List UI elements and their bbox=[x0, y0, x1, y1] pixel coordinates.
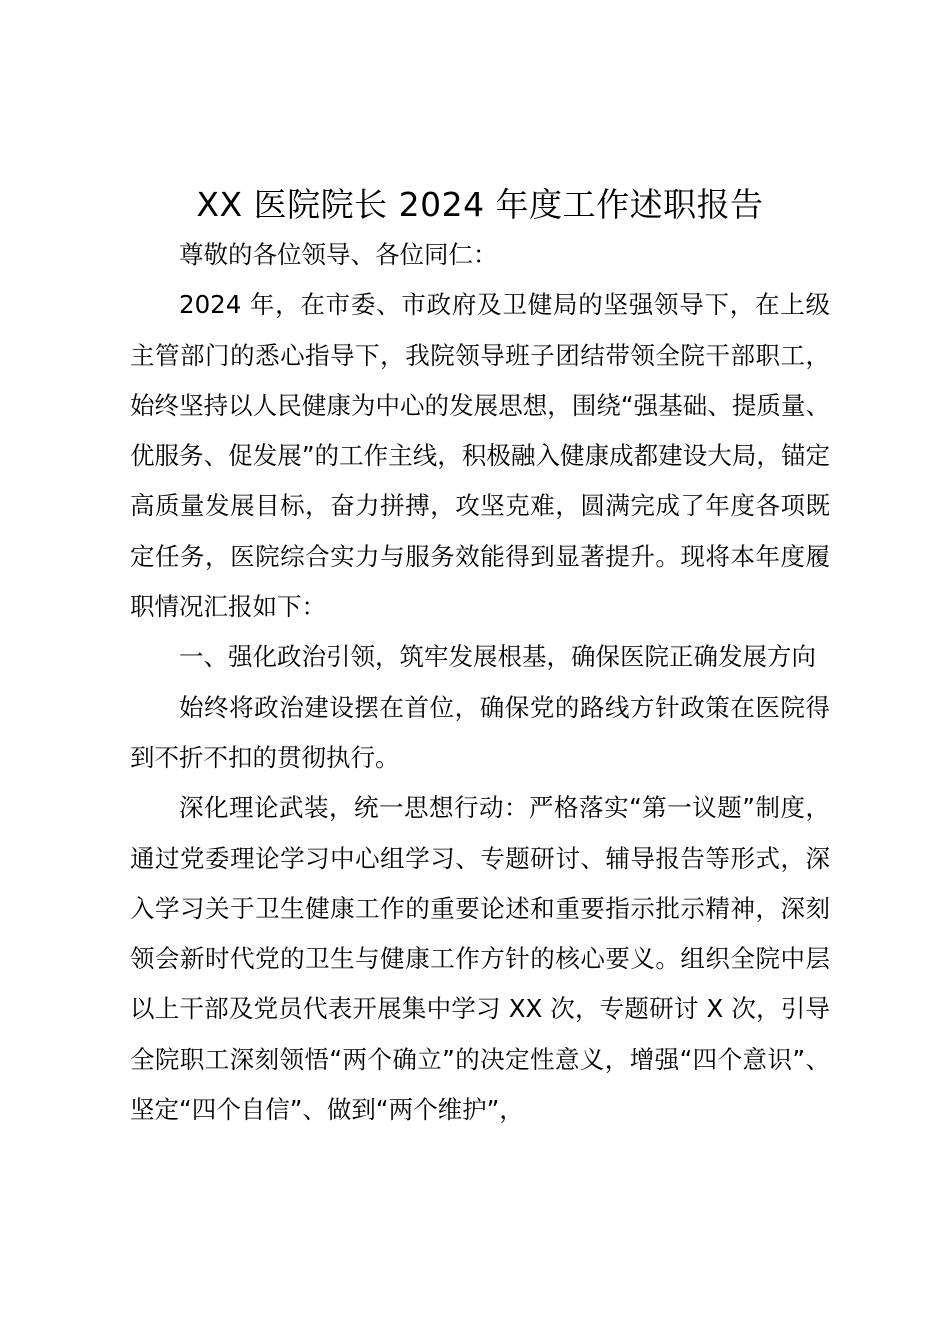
paragraph-political: 始终将政治建设摆在首位，确保党的路线方针政策在医院得到不折不扣的贯彻执行。 bbox=[130, 692, 830, 772]
paragraph-theory: 深化理论武装，统一思想行动：严格落实“第一议题”制度，通过党委理论学习中心组学习、专题研讨、辅导报告等形式，深入学习关于卫生健康工作的重要论述和重要指示批示精神，深刻领会新时代党的卫生与健康工作方针的核心要义。组织全院中层以上干部及党员代表开展集中学习 XX 次，专题研讨 X 次，引导全院职工深刻领悟“两个确立”的决定性意义，增强“四个意识”、坚定“四个自信”、做到“两个维护”， bbox=[130, 793, 830, 1125]
document-title: XX 医院院长 2024 年度工作述职报告 bbox=[196, 185, 764, 224]
salutation: 尊敬的各位领导、各位同仁： bbox=[179, 240, 498, 269]
document-page bbox=[130, 182, 830, 1135]
section-heading-1: 一、强化政治引领，筑牢发展根基，确保医院正确发展方向 bbox=[179, 642, 816, 672]
paragraph-intro: 2024 年，在市委、市政府及卫健局的坚强领导下，在上级主管部门的悉心指导下，我院领导班子团结带领全院干部职工，始终坚持以人民健康为中心的发展思想，围绕“强基础、提质量、优服务、促发展”的工作主线，积极融入健康成都建设大局，锚定高质量发展目标，奋力拼搏，攻坚克难，圆满完成了年度各项既定任务，医院综合实力与服务效能得到显著提升。现将本年度履职情况汇报如下： bbox=[130, 290, 830, 622]
